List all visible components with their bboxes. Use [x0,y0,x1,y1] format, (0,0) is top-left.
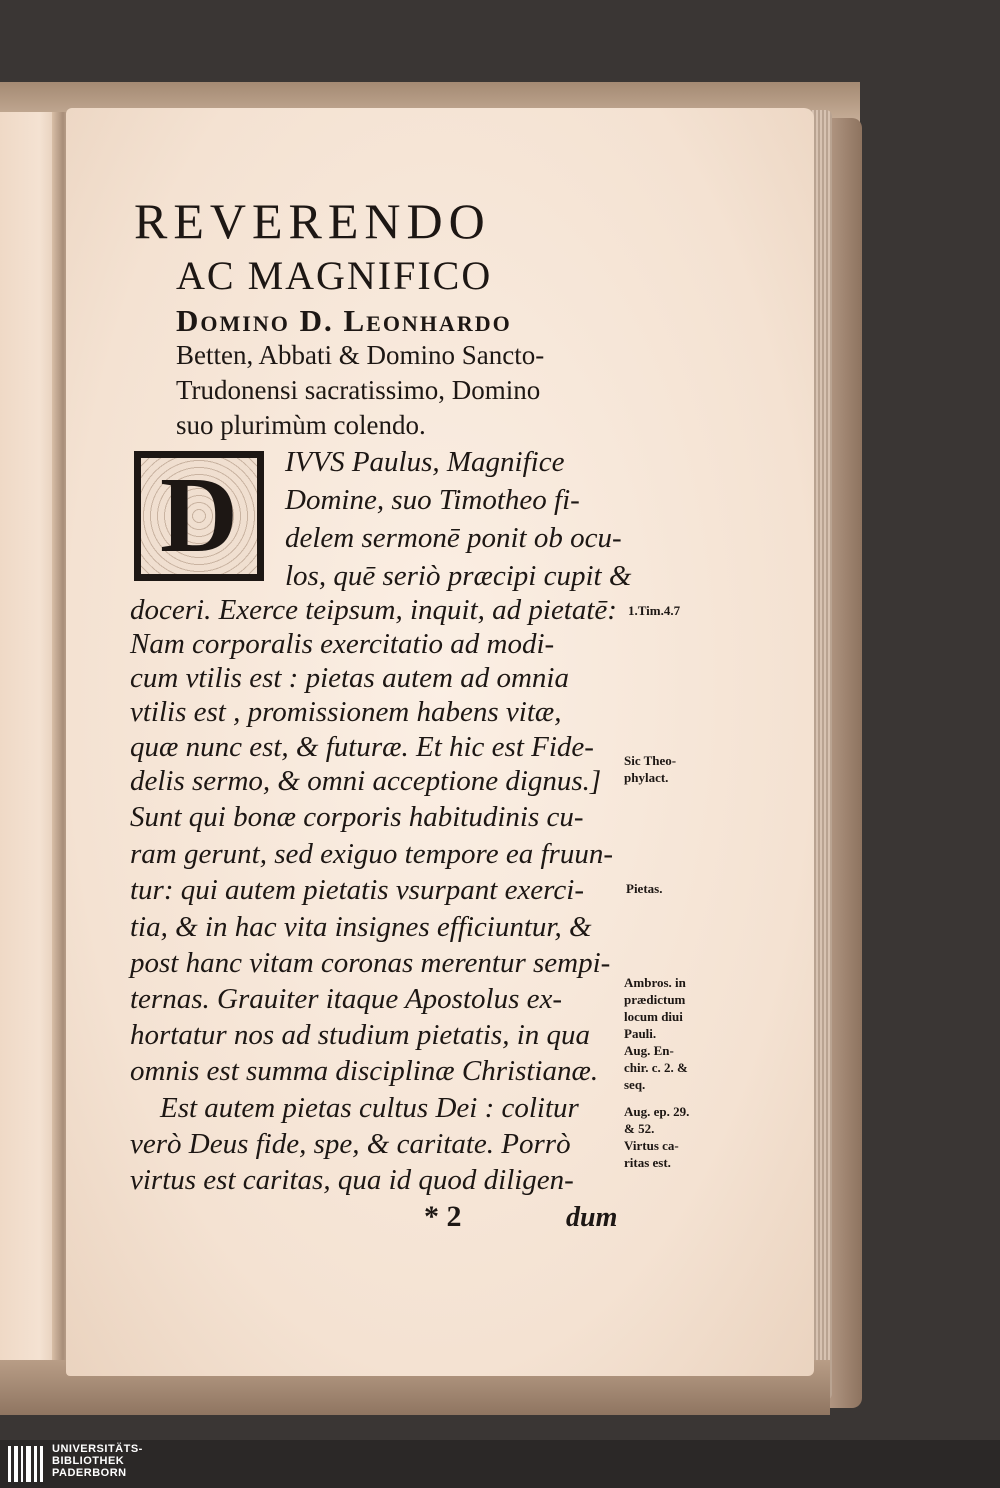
address-line: suo plurimùm colendo. [176,410,426,440]
catchword: dum [566,1202,618,1233]
dedication-title-line-1: REVERENDO [134,193,491,249]
body-line: Nam corporalis exercitatio ad modi- [130,628,555,660]
body-line: Sunt qui bonæ corporis habitudinis cu- [130,801,584,833]
marginal-note: 1.Tim.4.7 [628,603,681,618]
marginal-note: Aug. ep. 29. & 52. Virtus ca- ritas est. [624,1104,690,1170]
decorated-initial [134,451,264,581]
body-line: verò Deus fide, spe, & caritate. Porrò [130,1128,571,1160]
library-logo-icon [8,1446,46,1482]
body-line: hortatur nos ad studium pietatis, in qua [130,1019,591,1051]
body-line: omnis est summa disciplinæ Christianæ. [130,1055,599,1087]
footer-bar [0,1440,1000,1488]
library-logo-text: UNIVERSITÄTS- BIBLIOTHEK PADERBORN [52,1443,143,1479]
body-line: IVVS Paulus, Magnifice [285,446,565,478]
body-line: doceri. Exerce teipsum, inquit, ad pietatē: [130,594,617,626]
body-line: los, quē seriò præcipi cupit & [285,560,632,592]
body-line: delem sermonē ponit ob ocu- [285,522,622,554]
address-line: Trudonensi sacratissimo, Domino [176,375,541,405]
body-line: post hanc vitam coronas merentur sempi- [130,947,611,979]
marginal-note: Ambros. in prædictum locum diui Pauli. Aug. En- chir. c. 2. & seq. [624,975,688,1092]
body-line: tia, & in hac vita insignes efficiuntur, & [130,911,592,943]
body-line: quæ nunc est, & futuræ. Et hic est Fide- [130,731,594,763]
body-line: tur: qui autem pietatis vsurpant exerci- [130,874,584,906]
marginal-note: Pietas. [626,881,663,896]
signature-mark: * 2 [424,1200,462,1233]
body-line: ternas. Grauiter itaque Apostolus ex- [130,983,563,1015]
body-line: delis sermo, & omni acceptione dignus.] [130,765,602,797]
dedication-title-line-3: Domino D. Leonhardo [176,303,512,338]
body-line: ram gerunt, sed exiguo tempore ea fruun- [130,838,613,870]
body-line: virtus est caritas, qua id quod diligen- [130,1164,574,1196]
address-line: Betten, Abbati & Domino Sancto- [176,340,545,370]
body-line: cum vtilis est : pietas autem ad omnia [130,662,569,694]
body-line: vtilis est , promissionem habens vitæ, [130,696,562,728]
dedication-title-line-2: AC MAGNIFICO [176,253,493,298]
initial-letter: D [160,456,238,575]
marginal-note: Sic Theo- phylact. [624,753,677,785]
initial-ornament [141,458,257,574]
body-line: Domine, suo Timotheo fi- [285,484,580,516]
body-line: Est autem pietas cultus Dei : colitur [160,1092,579,1124]
